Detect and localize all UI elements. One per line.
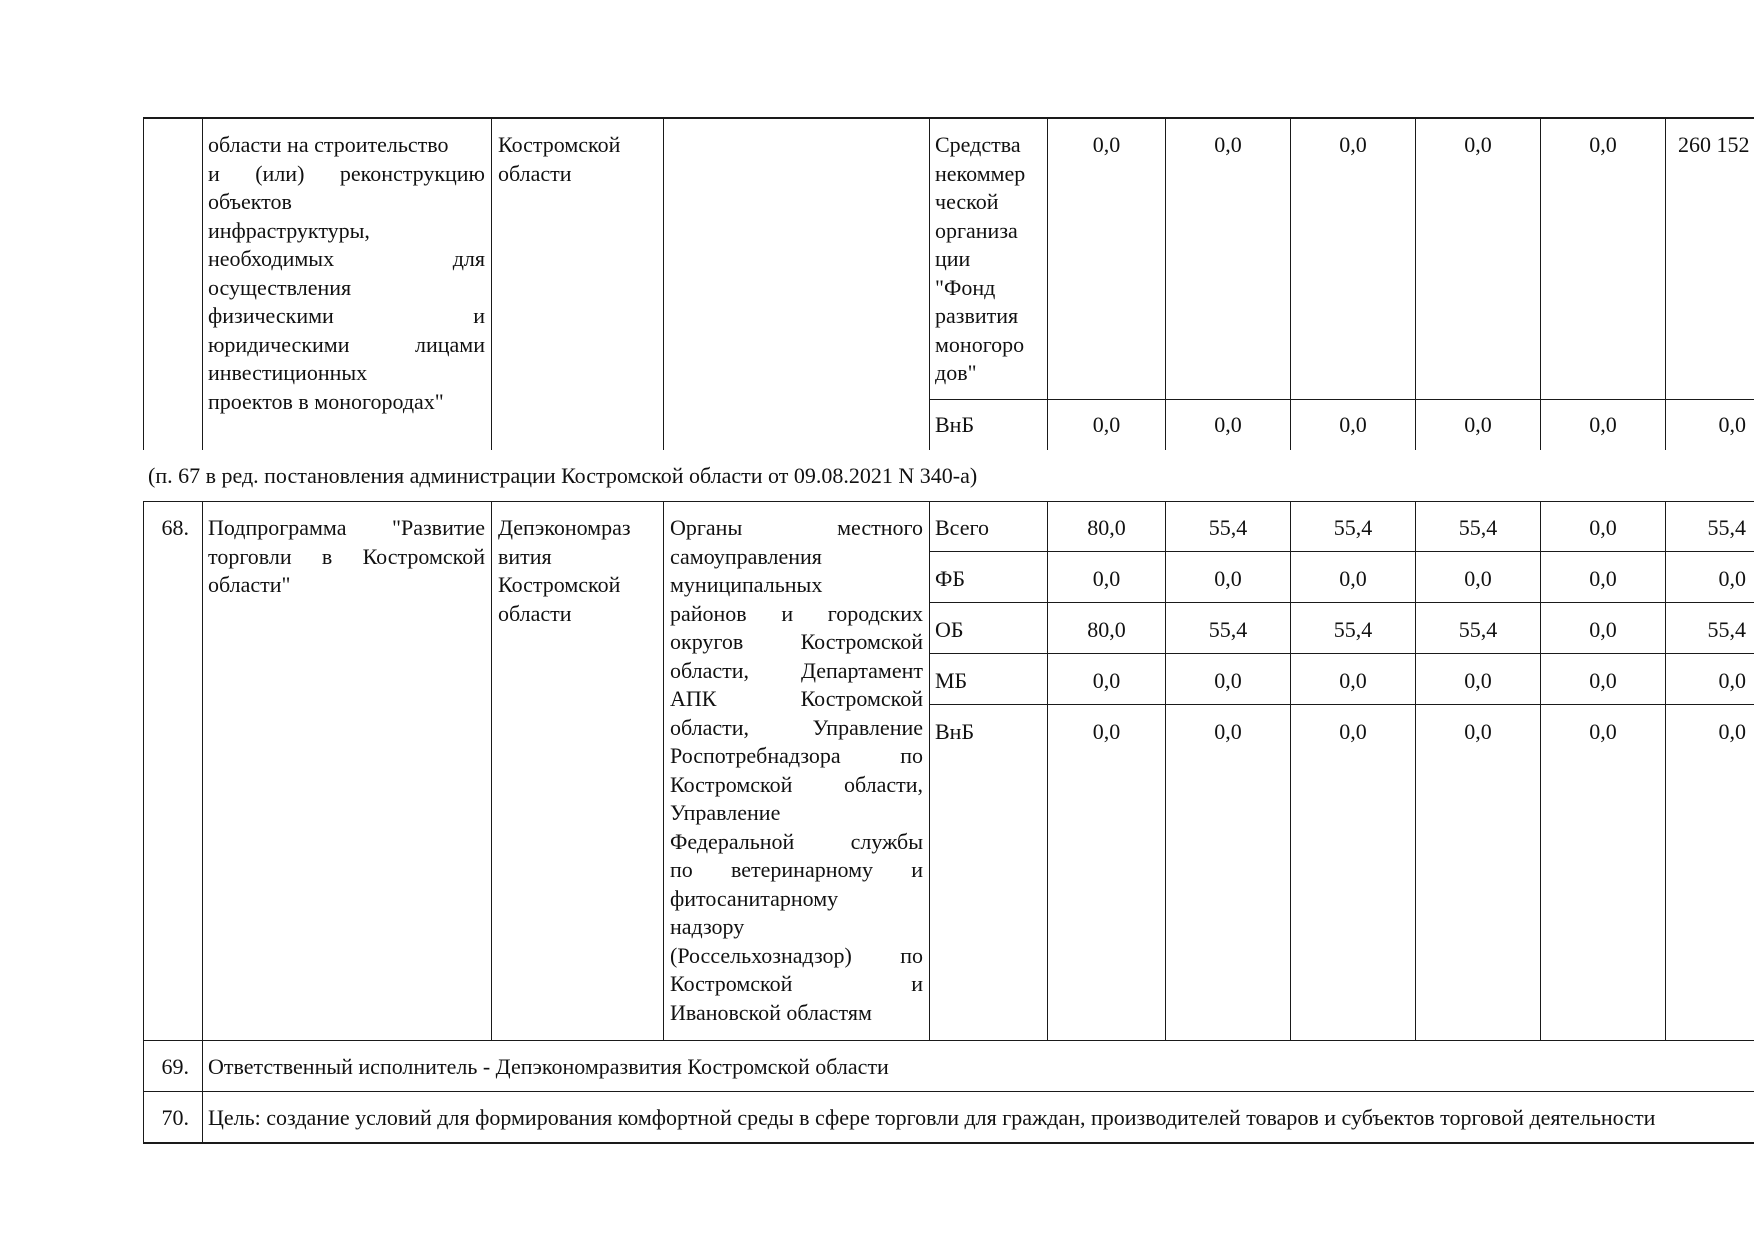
executor-line: области [498, 160, 572, 186]
section-67-description [208, 131, 485, 416]
amendment-note: (п. 67 в ред. постановления администрации Костромской области от 09.08.2021 N 340-а) [148, 463, 978, 488]
value-cell: 0,0 [1092, 412, 1121, 437]
section-68-title [208, 514, 485, 600]
value-cell: 55,4 [1208, 617, 1248, 642]
source-label: Всего [935, 515, 989, 540]
participants-line: Ивановской областям [670, 999, 872, 1025]
participants-line: Федеральной службы [670, 828, 923, 854]
description-line: объектов [208, 189, 292, 214]
participants-line: области, Департамент [670, 657, 923, 683]
title-line: Подпрограмма "Развитие [208, 515, 485, 540]
value-cell: 0,0 [1339, 412, 1367, 437]
description-line: физическими и [208, 303, 485, 328]
responsible-executor-text: Ответственный исполнитель - Депэкономразвития Костромской области [208, 1054, 889, 1079]
source-label: МБ [935, 668, 968, 693]
participants-line: по ветеринарному и [670, 857, 923, 882]
description-line: и (или) реконструкцию [208, 160, 485, 186]
source-label: ВнБ [935, 719, 975, 744]
value-cell: 0,0 [1464, 566, 1492, 591]
value-cell: 0,0 [1214, 412, 1242, 437]
participants-line: надзору [670, 914, 745, 939]
source-line: Средства [935, 132, 1021, 157]
value-cell: 55,4 [1333, 617, 1373, 642]
value-cell: 0,0 [1092, 566, 1121, 591]
value-cell: 0,0 [1339, 566, 1367, 591]
source-line: развития [935, 303, 1019, 328]
value-cell: 0,0 [1589, 617, 1617, 642]
row-number: 70. [161, 1105, 189, 1130]
participants-line: Управление [670, 800, 781, 825]
value-cell: 0,0 [1718, 668, 1746, 693]
section-68-executor [498, 514, 658, 628]
value-cell: 0,0 [1214, 668, 1242, 693]
participants-line: Органы местного [670, 515, 923, 540]
value-cell: 0,0 [1589, 132, 1617, 157]
participants-line: области, Управление [670, 714, 923, 740]
executor-line: Костромской [498, 132, 621, 157]
value-cell: 0,0 [1464, 132, 1492, 157]
section-67-source-nko [935, 131, 1045, 388]
executor-line: Депэкономраз [498, 515, 631, 540]
source-label: ВнБ [935, 412, 975, 437]
value-cell: 0,0 [1214, 132, 1242, 157]
source-label: ОБ [935, 617, 964, 642]
value-cell: 0,0 [1718, 412, 1746, 437]
section-67-executor [498, 131, 658, 188]
value-cell: 0,0 [1589, 515, 1617, 540]
source-line: организа [935, 217, 1018, 243]
description-line: необходимых для [208, 246, 485, 271]
value-cell: 0,0 [1214, 719, 1242, 744]
value-cell: 55,4 [1458, 617, 1498, 642]
row-number: 68. [161, 515, 189, 540]
participants-line: Роспотребнадзора по [670, 743, 923, 768]
source-label: ФБ [935, 566, 966, 591]
executor-line: области [498, 600, 572, 626]
description-line: инфраструктуры, [208, 217, 370, 243]
participants-line: (Россельхознадзор) по [670, 942, 923, 968]
source-line: "Фонд [935, 274, 996, 300]
title-line: торговли в Костромской [208, 543, 485, 569]
value-cell: 0,0 [1339, 132, 1367, 157]
source-line: моногоро [935, 331, 1025, 357]
value-cell: 0,0 [1464, 719, 1492, 744]
source-line: ции [935, 246, 971, 271]
value-cell: 0,0 [1589, 566, 1617, 591]
participants-line: муниципальных [670, 572, 823, 597]
value-cell: 0,0 [1092, 719, 1121, 744]
participants-line: фитосанитарному [670, 885, 839, 911]
value-cell: 0,0 [1214, 566, 1242, 591]
value-cell: 260 152 [1678, 132, 1750, 157]
executor-line: Костромской [498, 572, 621, 597]
description-line: юридическими лицами [208, 331, 485, 357]
value-cell: 0,0 [1464, 668, 1492, 693]
value-cell: 0,0 [1589, 719, 1617, 744]
participants-line: районов и городских [670, 600, 923, 626]
value-cell: 0,0 [1718, 566, 1746, 591]
source-line: ческой [935, 189, 999, 214]
value-cell: 55,4 [1333, 515, 1373, 540]
title-line: области" [208, 572, 291, 597]
value-cell: 0,0 [1718, 719, 1746, 744]
row-number: 69. [161, 1054, 189, 1079]
section-68-participants [670, 514, 923, 1027]
value-cell: 80,0 [1087, 515, 1126, 540]
participants-line: Костромской области, [670, 771, 923, 797]
value-cell: 0,0 [1339, 719, 1367, 744]
participants-line: АПК Костромской [670, 686, 923, 711]
value-cell: 55,4 [1707, 515, 1746, 540]
value-cell: 80,0 [1087, 617, 1126, 642]
value-cell: 0,0 [1464, 412, 1492, 437]
description-line: инвестиционных [208, 360, 368, 385]
value-cell: 0,0 [1092, 132, 1121, 157]
participants-line: округов Костромской [670, 629, 923, 654]
value-cell: 55,4 [1458, 515, 1498, 540]
participants-line: самоуправления [670, 543, 822, 569]
participants-line: Костромской и [670, 971, 923, 996]
goal-text: Цель: создание условий для формирования комфортной среды в сфере торговли для граждан, производителей товаров и субъектов торговой деятельности [208, 1105, 1656, 1130]
executor-line: вития [498, 543, 552, 569]
description-line: проектов в моногородах" [208, 388, 444, 414]
value-cell: 55,4 [1707, 617, 1746, 642]
value-cell: 55,4 [1208, 515, 1248, 540]
source-line: некоммер [935, 160, 1026, 186]
value-cell: 0,0 [1589, 668, 1617, 693]
value-cell: 0,0 [1092, 668, 1121, 693]
source-line: дов" [935, 360, 977, 385]
value-cell: 0,0 [1589, 412, 1617, 437]
value-cell: 0,0 [1339, 668, 1367, 693]
description-line: области на строительство [208, 132, 449, 157]
description-line: осуществления [208, 274, 352, 300]
